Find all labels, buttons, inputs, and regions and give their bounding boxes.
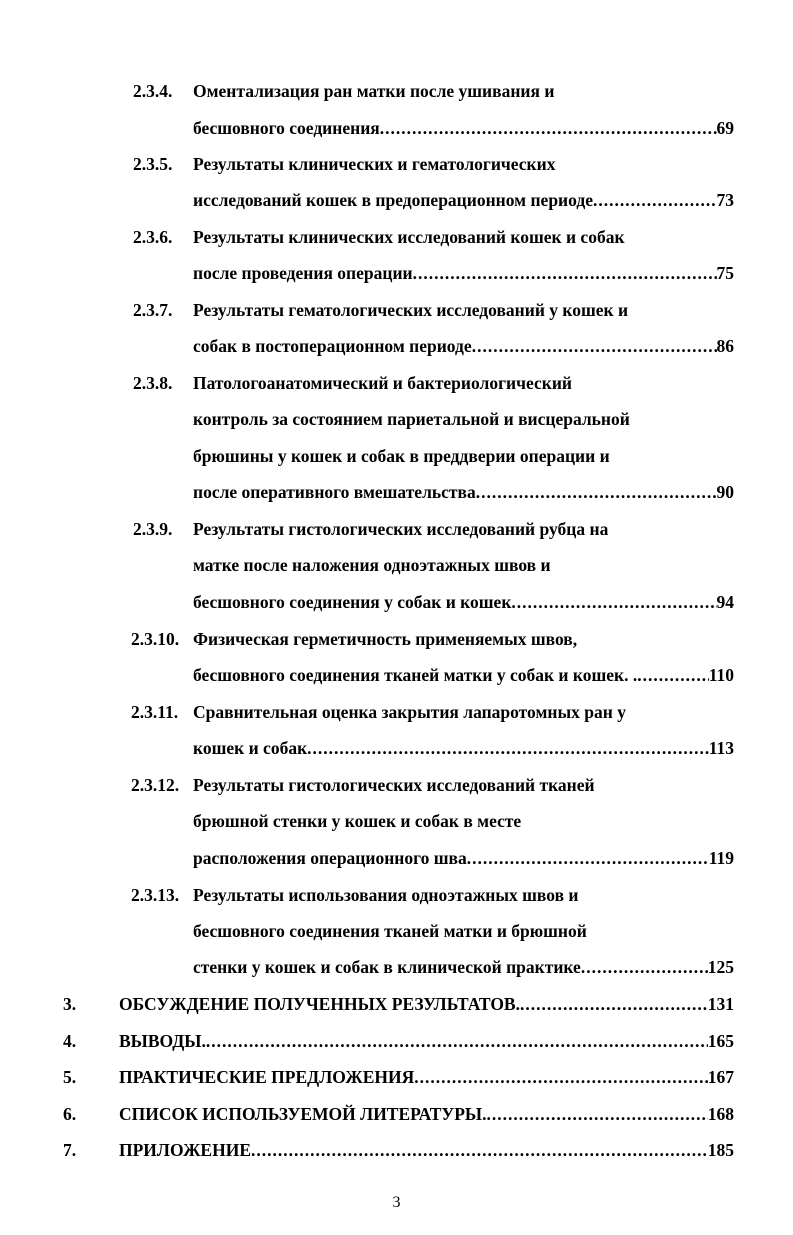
leader-dots bbox=[511, 591, 716, 613]
toc-entry-leader-line[interactable] bbox=[193, 847, 734, 869]
leader-dots bbox=[476, 481, 717, 503]
toc-entry-text: бесшовного соединения тканей матки и брюшной bbox=[193, 921, 587, 941]
leader-dots bbox=[380, 117, 717, 139]
toc-entry-number: 2.3.9. bbox=[133, 519, 173, 539]
toc-section-line[interactable] bbox=[119, 1139, 734, 1161]
toc-entry-number: 2.3.8. bbox=[133, 373, 173, 393]
toc-entry-text: расположения операционного шва bbox=[193, 848, 467, 868]
toc-entry-leader-line[interactable] bbox=[193, 335, 734, 357]
toc-entry-text: после оперативного вмешательства bbox=[193, 482, 476, 502]
toc-section-line[interactable] bbox=[119, 993, 734, 1015]
leader-dots bbox=[637, 664, 708, 686]
toc-entry-text: Патологоанатомический и бактериологический bbox=[193, 373, 572, 393]
toc-entry-text: Результаты использования одноэтажных швов и bbox=[193, 885, 579, 905]
toc-page-number: 86 bbox=[716, 336, 734, 356]
leader-dots bbox=[251, 1139, 708, 1161]
toc-page-number: 165 bbox=[707, 1031, 734, 1051]
toc-entry-text: бесшовного соединения bbox=[193, 118, 380, 138]
toc-entry-number: 2.3.4. bbox=[133, 81, 173, 101]
page-number: 3 bbox=[392, 1194, 401, 1211]
toc-page-number: 75 bbox=[716, 263, 734, 283]
toc-entry-text: Физическая герметичность применяемых швов, bbox=[193, 629, 578, 649]
toc-section-number: 6. bbox=[63, 1104, 77, 1124]
toc-section-number: 4. bbox=[63, 1031, 77, 1051]
leader-dots bbox=[206, 1030, 708, 1052]
toc-entry-number: 2.3.10. bbox=[131, 629, 180, 649]
toc-page-number: 94 bbox=[716, 592, 734, 612]
toc-entry-number: 2.3.12. bbox=[131, 775, 180, 795]
toc-entry-text: Результаты гистологических исследований рубца на bbox=[193, 519, 609, 539]
toc-entry-text: Результаты гематологических исследований у кошек и bbox=[193, 300, 629, 320]
toc-section-title: ВЫВОДЫ. bbox=[119, 1031, 206, 1051]
toc-entry-leader-line[interactable] bbox=[193, 956, 734, 978]
toc-entry-text: собак в постоперационном периоде bbox=[193, 336, 472, 356]
toc-entry-number: 2.3.13. bbox=[131, 885, 180, 905]
toc-entry-text: бесшовного соединения тканей матки у собак и кошек. . bbox=[193, 665, 638, 685]
toc-page-number: 90 bbox=[716, 482, 734, 502]
toc-section-title: СПИСОК ИСПОЛЬЗУЕМОЙ ЛИТЕРАТУРЫ. bbox=[119, 1104, 487, 1124]
toc-section-line[interactable] bbox=[119, 1103, 734, 1125]
toc-entry-text: кошек и собак bbox=[193, 738, 308, 758]
toc-page-number: 73 bbox=[716, 190, 734, 210]
toc-section-line[interactable] bbox=[119, 1066, 734, 1088]
leader-dots bbox=[414, 1066, 708, 1088]
toc-entry-text: Результаты гистологических исследований тканей bbox=[193, 775, 595, 795]
toc-entry-leader-line[interactable] bbox=[193, 189, 734, 211]
toc-entry-leader-line[interactable] bbox=[193, 591, 734, 613]
leader-dots bbox=[593, 189, 716, 211]
toc-entry-text: исследований кошек в предоперационном периоде bbox=[193, 190, 594, 210]
toc-entry-number: 2.3.5. bbox=[133, 154, 173, 174]
toc-page-number: 168 bbox=[707, 1104, 734, 1124]
toc-section-number: 7. bbox=[63, 1140, 77, 1160]
toc-page-number: 131 bbox=[707, 994, 734, 1014]
toc-entry-number: 2.3.6. bbox=[133, 227, 173, 247]
toc-entry-text: матке после наложения одноэтажных швов и bbox=[193, 555, 551, 575]
toc-entry-text: контроль за состоянием париетальной и висцеральной bbox=[193, 409, 630, 429]
toc-section-number: 3. bbox=[63, 994, 77, 1014]
toc-entry-number: 2.3.11. bbox=[131, 702, 179, 722]
toc-entry-text: Оментализация ран матки после ушивания и bbox=[193, 81, 555, 101]
toc-entry-text: бесшовного соединения у собак и кошек bbox=[193, 592, 512, 612]
toc-entry-leader-line[interactable] bbox=[193, 117, 734, 139]
toc-entry-text: брюшной стенки у кошек и собак в месте bbox=[193, 811, 522, 831]
leader-dots bbox=[307, 737, 709, 759]
toc-entry-text: брюшины у кошек и собак в преддверии операции и bbox=[193, 446, 610, 466]
toc-page-number: 113 bbox=[708, 738, 734, 758]
leader-dots bbox=[520, 993, 708, 1015]
leader-dots bbox=[467, 847, 709, 869]
toc-entry-leader-line[interactable] bbox=[193, 262, 734, 284]
toc-entry-number: 2.3.7. bbox=[133, 300, 173, 320]
leader-dots bbox=[486, 1103, 707, 1125]
toc-section-number: 5. bbox=[63, 1067, 77, 1087]
leader-dots bbox=[472, 335, 717, 357]
toc-entry-text: стенки у кошек и собак в клинической практике bbox=[193, 957, 581, 977]
toc-entry-text: Сравнительная оценка закрытия лапаротомных ран у bbox=[193, 702, 626, 722]
toc-entry-leader-line[interactable] bbox=[193, 664, 734, 686]
leader-dots bbox=[413, 262, 717, 284]
toc-entry-leader-line[interactable] bbox=[193, 737, 734, 759]
toc-entry-leader-line[interactable] bbox=[193, 481, 734, 503]
toc-page-number: 119 bbox=[708, 848, 734, 868]
toc-page-number: 69 bbox=[716, 118, 734, 138]
toc-page-number: 110 bbox=[708, 665, 734, 685]
toc-section-line[interactable] bbox=[119, 1030, 734, 1052]
toc-section-title: ПРИЛОЖЕНИЕ bbox=[119, 1140, 252, 1160]
toc-entry-text: Результаты клинических исследований кошек и собак bbox=[193, 227, 625, 247]
toc-page-number: 125 bbox=[707, 957, 734, 977]
toc-section-title: ОБСУЖДЕНИЕ ПОЛУЧЕННЫХ РЕЗУЛЬТАТОВ. bbox=[119, 994, 520, 1014]
leader-dots bbox=[581, 956, 708, 978]
toc-entry-text: Результаты клинических и гематологических bbox=[193, 154, 556, 174]
toc-page-number: 167 bbox=[707, 1067, 734, 1087]
toc-entry-text: после проведения операции bbox=[193, 263, 413, 283]
toc-page-number: 185 bbox=[707, 1140, 734, 1160]
toc-section-title: ПРАКТИЧЕСКИЕ ПРЕДЛОЖЕНИЯ bbox=[119, 1067, 415, 1087]
